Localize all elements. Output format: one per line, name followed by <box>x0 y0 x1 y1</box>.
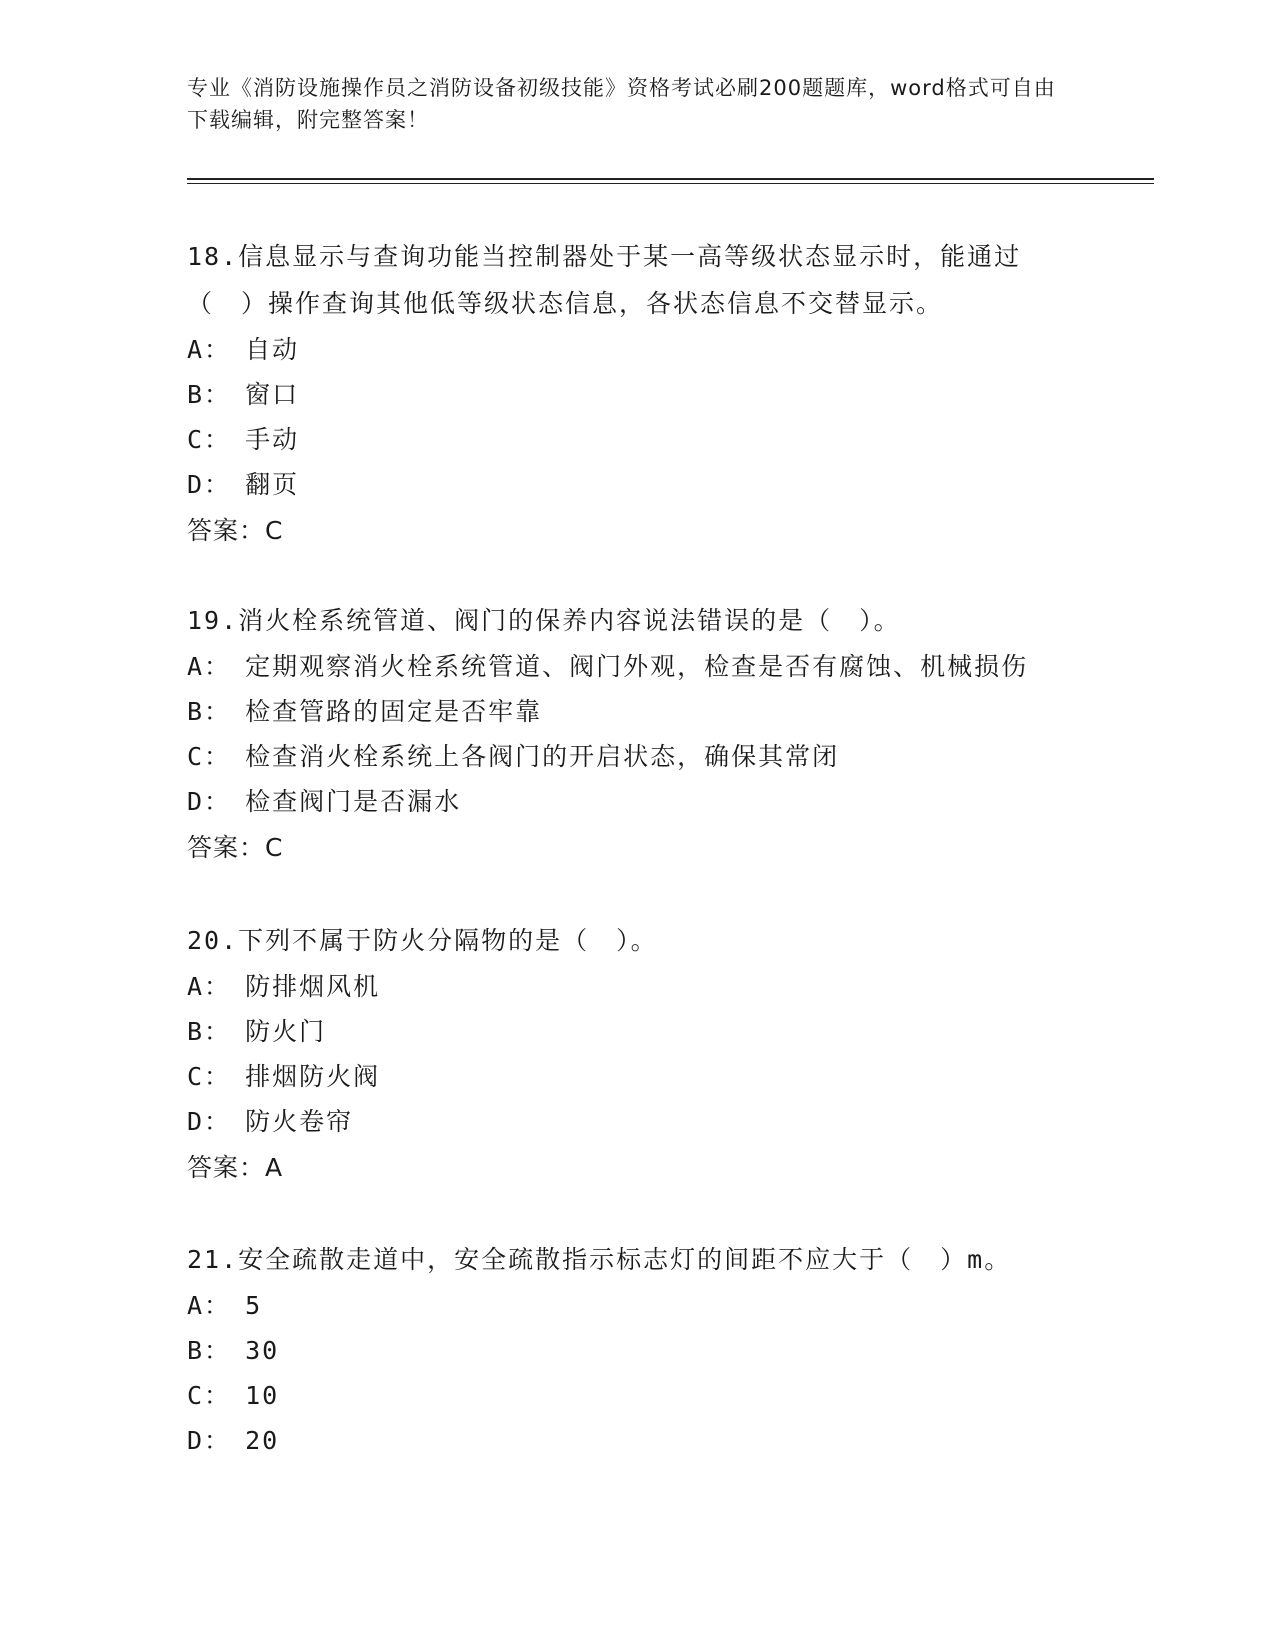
answer-line: 答案：C <box>187 833 284 862</box>
option-text: 检查管路的固定是否牢靠 <box>245 697 543 726</box>
option-b <box>187 689 1087 734</box>
option-key: A： <box>187 972 232 1001</box>
option-text: 防火门 <box>245 1017 327 1046</box>
option-key: C： <box>187 1381 232 1410</box>
option-b <box>187 1009 1087 1054</box>
option-text: 自动 <box>245 335 300 364</box>
option-text: 排烟防火阀 <box>245 1062 381 1091</box>
option-text: 防排烟风机 <box>245 972 381 1001</box>
option-a <box>187 964 1087 1009</box>
option-text: 窗口 <box>245 380 300 409</box>
option-key: B： <box>187 380 232 409</box>
option-key: D： <box>187 470 232 499</box>
option-text: 检查阀门是否漏水 <box>245 787 462 816</box>
option-b <box>187 1328 1087 1373</box>
option-key: C： <box>187 742 232 771</box>
option-key: B： <box>187 1336 232 1365</box>
option-d <box>187 1099 1087 1144</box>
option-key: A： <box>187 1291 232 1320</box>
option-key: B： <box>187 697 232 726</box>
option-d <box>187 779 1087 824</box>
question-20 <box>187 917 1087 1191</box>
option-key: C： <box>187 1062 232 1091</box>
option-key: C： <box>187 425 232 454</box>
option-c <box>187 1054 1087 1099</box>
option-key: A： <box>187 652 232 681</box>
option-key: D： <box>187 787 232 816</box>
option-text: 检查消火栓系统上各阀门的开启状态，确保其常闭 <box>245 742 840 771</box>
question-18 <box>187 233 1087 554</box>
option-d <box>187 1418 1087 1463</box>
question-19 <box>187 597 1087 871</box>
option-text: 30 <box>245 1336 280 1365</box>
option-text: 手动 <box>245 425 300 454</box>
question-21 <box>187 1236 1087 1463</box>
option-text: 5 <box>245 1291 263 1320</box>
option-a <box>187 327 1087 372</box>
option-b <box>187 372 1087 417</box>
option-c <box>187 1373 1087 1418</box>
option-text: 翻页 <box>245 470 300 499</box>
option-key: D： <box>187 1107 232 1136</box>
document-header: 专业《消防设施操作员之消防设备初级技能》资格考试必刷200题题库，word格式可自由下载编辑，附完整答案！ <box>187 76 1056 132</box>
option-a <box>187 1283 1087 1328</box>
question-stem: 21.安全疏散走道中，安全疏散指示标志灯的间距不应大于（ ）m。 <box>187 1245 1012 1274</box>
question-stem: 18.信息显示与查询功能当控制器处于某一高等级状态显示时，能通过（ ）操作查询其他低等级状态信息，各状态信息不交替显示。 <box>187 242 1022 318</box>
header-divider-thin <box>187 183 1154 184</box>
question-stem: 19.消火栓系统管道、阀门的保养内容说法错误的是（ ）。 <box>187 606 901 635</box>
option-text: 防火卷帘 <box>245 1107 354 1136</box>
option-key: D： <box>187 1426 232 1455</box>
option-text: 定期观察消火栓系统管道、阀门外观，检查是否有腐蚀、机械损伤 <box>245 652 1029 681</box>
option-text: 10 <box>245 1381 280 1410</box>
option-c <box>187 734 1087 779</box>
option-key: A： <box>187 335 232 364</box>
question-stem: 20.下列不属于防火分隔物的是（ ）。 <box>187 926 658 955</box>
option-text: 20 <box>245 1426 280 1455</box>
option-c <box>187 417 1087 462</box>
option-key: B： <box>187 1017 232 1046</box>
answer-line: 答案：A <box>187 1153 284 1182</box>
answer-line: 答案：C <box>187 516 284 545</box>
option-a <box>187 644 1087 689</box>
header-divider-thick <box>187 178 1154 180</box>
option-d <box>187 462 1087 507</box>
